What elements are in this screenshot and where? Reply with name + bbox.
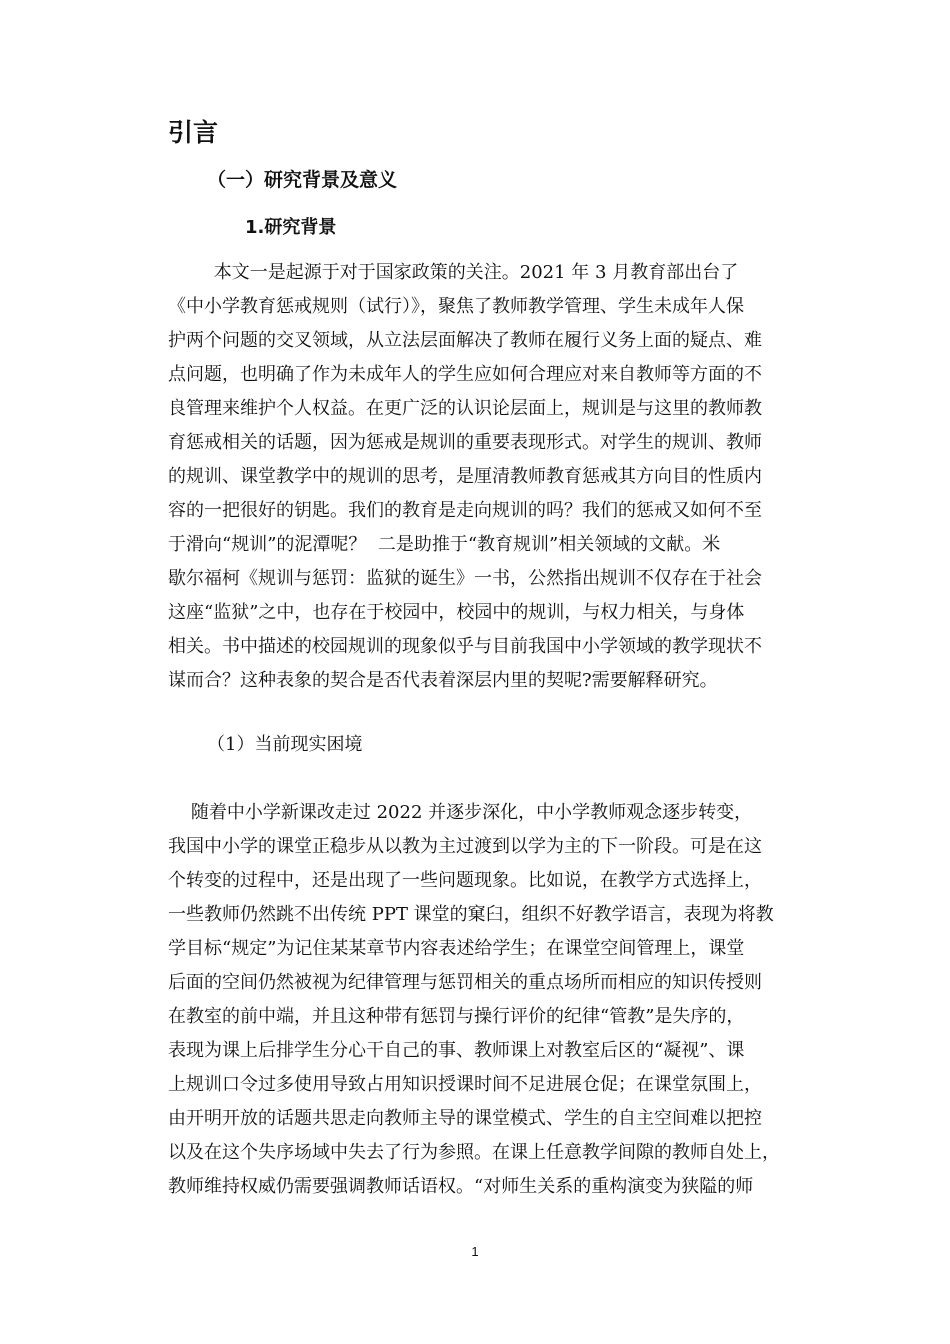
text-line: 相关。书中描述的校园规训的现象似乎与目前我国中小学领域的教学现状不	[168, 636, 762, 657]
text-line: 由开明开放的话题共思走向教师主导的课堂模式、学生的自主空间难以把控	[168, 1108, 762, 1129]
text-line: 点问题，也明确了作为未成年人的学生应如何合理应对来自教师等方面的不	[168, 364, 762, 385]
text-line: 良管理来维护个人权益。在更广泛的认识论层面上，规训是与这里的教师教	[168, 398, 762, 419]
heading-introduction: 引言	[168, 118, 219, 147]
heading-research-background-significance: （一）研究背景及意义	[207, 169, 398, 191]
paragraph-1	[168, 256, 808, 698]
text-line: 《中小学教育惩戒规则（试行）》，聚焦了教师教学管理、学生未成年人保	[168, 296, 744, 317]
text-line: 这座“监狱”之中，也存在于校园中，校园中的规训，与权力相关，与身体	[168, 602, 745, 623]
text-line: 学目标“规定”为记住某某章节内容表述给学生；在课堂空间管理上，课堂	[168, 938, 745, 959]
text-line: 一些教师仍然跳不出传统 PPT 课堂的窠臼，组织不好教学语言，表现为将教	[168, 904, 774, 925]
text-line: 于滑向“规训”的泥潭呢？ 二是助推于“教育规训”相关领域的文献。米	[168, 534, 721, 555]
text-line: 护两个问题的交叉领域，从立法层面解决了教师在履行义务上面的疑点、难	[168, 330, 762, 351]
subheading-current-dilemma: （1）当前现实困境	[207, 734, 363, 755]
paragraph-2	[168, 796, 808, 1204]
text-line: 随着中小学新课改走过 2022 并逐步深化，中小学教师观念逐步转变，	[168, 802, 753, 823]
heading-research-background: 1.研究背景	[245, 217, 337, 238]
text-line: 在教室的前中端，并且这种带有惩罚与操行评价的纪律“管教”是失序的，	[168, 1006, 745, 1027]
text-line: 以及在这个失序场域中失去了行为参照。在课上任意教学间隙的教师自处上，	[168, 1142, 780, 1163]
text-line: 容的一把很好的钥匙。我们的教育是走向规训的吗？我们的惩戒又如何不至	[168, 500, 762, 521]
text-line: 个转变的过程中，还是出现了一些问题现象。比如说，在教学方式选择上，	[168, 870, 762, 891]
page-number: 1	[471, 1244, 479, 1259]
text-line: 本文一是起源于对于国家政策的关注。2021 年 3 月教育部出台了	[168, 262, 739, 283]
text-line: 表现为课上后排学生分心干自己的事、教师课上对教室后区的“凝视”、课	[168, 1040, 745, 1061]
text-line: 谋而合？这种表象的契合是否代表着深层内里的契呢?需要解释研究。	[168, 670, 718, 691]
text-line: 育惩戒相关的话题，因为惩戒是规训的重要表现形式。对学生的规训、教师	[168, 432, 762, 453]
text-line: 后面的空间仍然被视为纪律管理与惩罚相关的重点场所而相应的知识传授则	[168, 972, 762, 993]
text-line: 的规训、课堂教学中的规训的思考，是厘清教师教育惩戒其方向目的性质内	[168, 466, 762, 487]
text-line: 我国中小学的课堂正稳步从以教为主过渡到以学为主的下一阶段。可是在这	[168, 836, 762, 857]
text-line: 上规训口令过多使用导致占用知识授课时间不足进展仓促；在课堂氛围上，	[168, 1074, 762, 1095]
text-line: 教师维持权威仍需要强调教师话语权。“对师生关系的重构演变为狭隘的师	[168, 1176, 754, 1197]
text-line: 歇尔福柯《规训与惩罚：监狱的诞生》一书，公然指出规训不仅存在于社会	[168, 568, 762, 589]
